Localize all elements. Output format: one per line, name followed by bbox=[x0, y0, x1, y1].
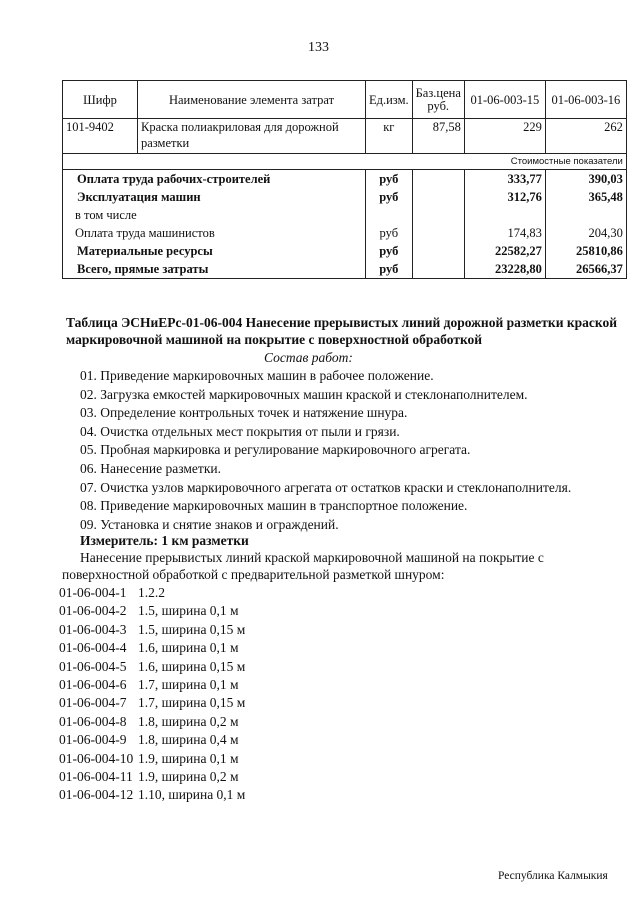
work-item: 07. Очистка узлов маркировочного агрегата от остатков краски и стеклонаполнителя. bbox=[80, 479, 572, 495]
description-line1: Нанесение прерывистых линий краской маркировочной машиной на покрытие с bbox=[80, 550, 544, 565]
work-item: 05. Пробная маркировка и регулирование маркировочного агрегата. bbox=[80, 442, 471, 458]
description-line2: поверхностной обработкой с предварительной разметкой шнуром: bbox=[62, 567, 445, 582]
code-cell: 101-9402 bbox=[63, 119, 138, 154]
value-cell: 23228,80 bbox=[464, 260, 545, 279]
name-cell: Всего, прямые затраты bbox=[63, 260, 366, 279]
item-code: 01-06-004-6 bbox=[59, 677, 127, 692]
item-code: 01-06-004-2 bbox=[59, 603, 127, 619]
item-code: 01-06-004-12 bbox=[59, 787, 134, 803]
base-price-cell bbox=[412, 188, 464, 206]
base-price-cell: 87,58 bbox=[412, 119, 464, 154]
unit-cell: руб bbox=[366, 224, 413, 242]
item-description: 1.6, ширина 0,15 м bbox=[138, 658, 246, 674]
item-code: 01-06-004-8 bbox=[59, 713, 127, 729]
cost-table bbox=[62, 80, 627, 279]
section-label: Стоимостные показатели bbox=[63, 154, 627, 170]
name-cell: Эксплуатация машин bbox=[63, 188, 366, 206]
work-item: 08. Приведение маркировочных машин в транспортное положение. bbox=[80, 498, 468, 514]
header-cell: 01-06-003-16 bbox=[545, 81, 626, 119]
section-title-line1: Таблица ЭСНиЕРс-01-06-004 Нанесение прерывистых линий дорожной разметки краской bbox=[66, 315, 618, 330]
name-cell: в том числе bbox=[63, 206, 366, 224]
unit-cell bbox=[366, 206, 413, 224]
item-code: 01-06-004-7 bbox=[59, 695, 127, 711]
table-row bbox=[63, 170, 627, 189]
header-cell: Ед.изм. bbox=[366, 81, 413, 119]
name-cell: Оплата труда машинистов bbox=[63, 224, 366, 242]
section-label-row bbox=[63, 154, 627, 170]
item-description: 1.7, ширина 0,1 м bbox=[138, 677, 239, 692]
value-cell: 229 bbox=[464, 119, 545, 154]
name-cell: Оплата труда рабочих-строителей bbox=[63, 170, 366, 189]
table-row bbox=[63, 242, 627, 260]
name-cell: Материальные ресурсы bbox=[63, 242, 366, 260]
item-description: 1.5, ширина 0,1 м bbox=[138, 603, 239, 619]
item-description: 1.9, ширина 0,2 м bbox=[138, 769, 239, 784]
item-code: 01-06-004-5 bbox=[59, 658, 127, 674]
work-item: 09. Установка и снятие знаков и ограждений. bbox=[80, 516, 339, 532]
value-cell: 262 bbox=[545, 119, 626, 154]
value-cell: 365,48 bbox=[545, 188, 626, 206]
work-item: 02. Загрузка емкостей маркировочных машин краской и стеклонаполнителем. bbox=[80, 386, 528, 402]
header-cell: Баз.цена руб. bbox=[412, 81, 464, 119]
base-price-cell bbox=[412, 260, 464, 279]
item-description: 1.5, ширина 0,15 м bbox=[138, 621, 246, 637]
unit-cell: руб bbox=[366, 242, 413, 260]
unit-cell: руб bbox=[366, 260, 413, 279]
base-price-cell bbox=[412, 206, 464, 224]
base-price-cell bbox=[412, 224, 464, 242]
item-code: 01-06-004-4 bbox=[59, 640, 127, 656]
item-description: 1.10, ширина 0,1 м bbox=[138, 787, 246, 803]
unit-cell: руб bbox=[366, 188, 413, 206]
work-item: 03. Определение контрольных точек и натяжение шнура. bbox=[80, 405, 408, 421]
measure-unit: Измеритель: 1 км разметки bbox=[80, 533, 249, 548]
base-price-cell bbox=[412, 242, 464, 260]
section-title-line2: маркировочной машиной на покрытие с поверхностной обработкой bbox=[66, 332, 483, 347]
work-item: 01. Приведение маркировочных машин в рабочее положение. bbox=[80, 368, 434, 383]
table-row bbox=[63, 188, 627, 206]
page-number: 133 bbox=[308, 40, 329, 55]
value-cell bbox=[545, 206, 626, 224]
header-cell: Наименование элемента затрат bbox=[138, 81, 366, 119]
work-item: 04. Очистка отдельных мест покрытия от пыли и грязи. bbox=[80, 423, 400, 439]
unit-cell: кг bbox=[366, 119, 413, 154]
composition-label: Состав работ: bbox=[264, 350, 353, 365]
value-cell: 204,30 bbox=[545, 224, 626, 242]
item-code: 01-06-004-9 bbox=[59, 732, 127, 748]
table-row bbox=[63, 119, 627, 154]
unit-cell: руб bbox=[366, 170, 413, 189]
item-code: 01-06-004-10 bbox=[59, 750, 134, 766]
header-cell: 01-06-003-15 bbox=[464, 81, 545, 119]
item-code: 01-06-004-11 bbox=[59, 769, 133, 784]
table-row bbox=[63, 224, 627, 242]
value-cell: 26566,37 bbox=[545, 260, 626, 279]
table-header-row bbox=[63, 81, 627, 119]
value-cell bbox=[464, 206, 545, 224]
footer-region: Республика Калмыкия bbox=[498, 870, 608, 882]
header-cell: Шифр bbox=[63, 81, 138, 119]
value-cell: 25810,86 bbox=[545, 242, 626, 260]
item-description: 1.2.2 bbox=[138, 585, 165, 600]
table-row bbox=[63, 206, 627, 224]
base-price-cell bbox=[412, 170, 464, 189]
item-description: 1.8, ширина 0,4 м bbox=[138, 732, 239, 748]
item-description: 1.8, ширина 0,2 м bbox=[138, 713, 239, 729]
value-cell: 174,83 bbox=[464, 224, 545, 242]
table-row bbox=[63, 260, 627, 279]
item-code: 01-06-004-3 bbox=[59, 621, 127, 637]
value-cell: 22582,27 bbox=[464, 242, 545, 260]
item-description: 1.7, ширина 0,15 м bbox=[138, 695, 246, 711]
item-code: 01-06-004-1 bbox=[59, 585, 127, 600]
name-cell: Краска полиакриловая для дорожной разметки bbox=[138, 119, 366, 154]
item-description: 1.9, ширина 0,1 м bbox=[138, 750, 239, 766]
work-item: 06. Нанесение разметки. bbox=[80, 461, 221, 476]
value-cell: 333,77 bbox=[464, 170, 545, 189]
value-cell: 312,76 bbox=[464, 188, 545, 206]
item-description: 1.6, ширина 0,1 м bbox=[138, 640, 239, 656]
value-cell: 390,03 bbox=[545, 170, 626, 189]
